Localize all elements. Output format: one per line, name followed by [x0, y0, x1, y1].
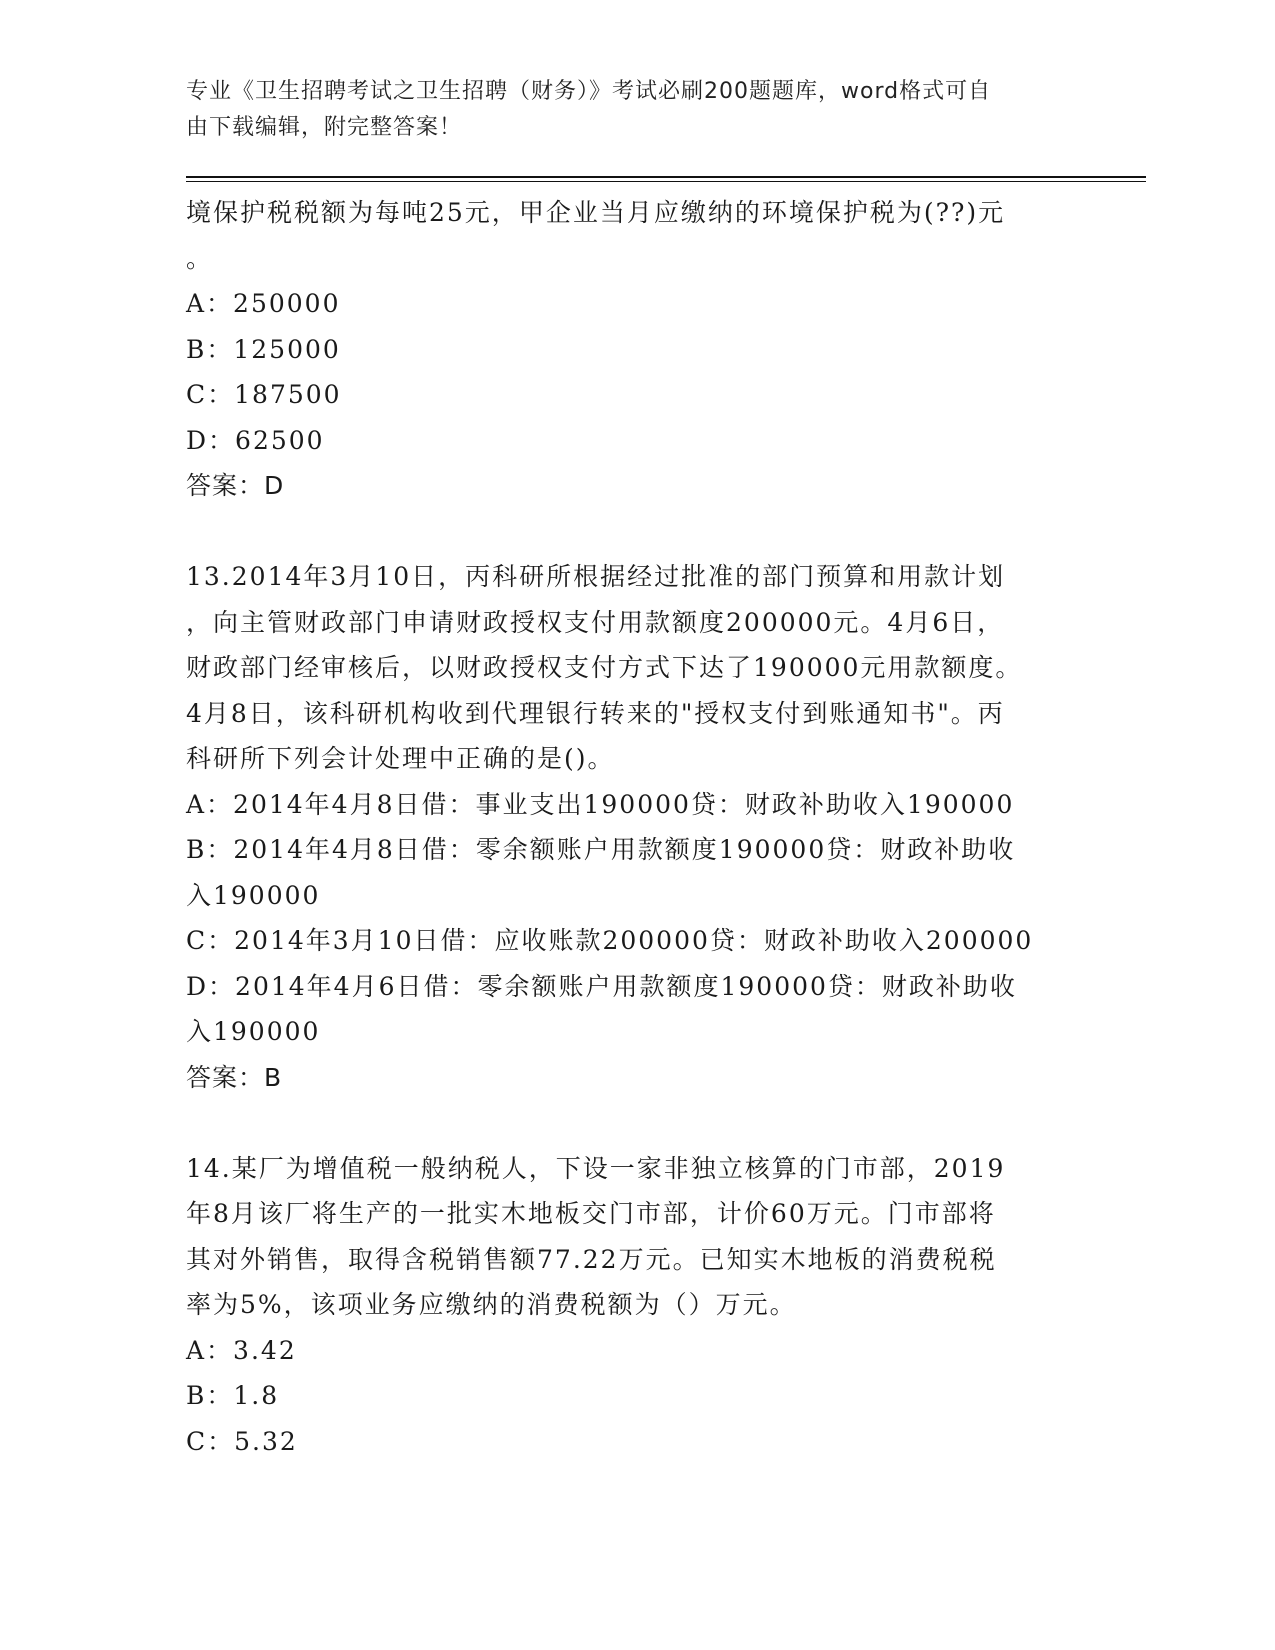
header-rule-thick — [186, 176, 1146, 178]
document-header — [186, 74, 1086, 146]
question-stem-line: 4月8日，该科研机构收到代理银行转来的"授权支付到账通知书"。丙 — [186, 698, 1005, 728]
option-b: B：125000 — [186, 334, 341, 364]
question-stem-line: ，向主管财政部门申请财政授权支付用款额度200000元。4月6日， — [186, 607, 1005, 637]
question-stem-line: 其对外销售，取得含税销售额77.22万元。已知实木地板的消费税税 — [186, 1244, 997, 1274]
option-d: D：2014年4月6日借：零余额账户用款额度190000贷：财政补助收 — [186, 971, 1017, 1001]
answer-line: 答案：D — [186, 471, 285, 500]
question-stem-line: 14.某厂为增值税一般纳税人，下设一家非独立核算的门市部，2019 — [186, 1153, 1006, 1183]
option-b: B：1.8 — [186, 1381, 280, 1410]
spacer — [186, 509, 1086, 555]
option-b-continued: 入190000 — [186, 880, 321, 910]
option-a: A：2014年4月8日借：事业支出190000贷：财政补助收入190000 — [186, 789, 1015, 819]
option-c: C：2014年3月10日借：应收账款200000贷：财政补助收入200000 — [186, 926, 1034, 955]
option-d-continued: 入190000 — [186, 1017, 321, 1046]
spacer — [186, 1100, 1086, 1146]
option-c: C：5.32 — [186, 1426, 298, 1456]
question-stem-line: 财政部门经审核后，以财政授权支付方式下达了190000元用款额度。 — [186, 653, 1023, 682]
header-title-line-1: 专业《卫生招聘考试之卫生招聘（财务）》考试必刷200题题库，word格式可自 — [186, 79, 992, 104]
question-stem-line: 科研所下列会计处理中正确的是()。 — [186, 744, 615, 773]
question-13 — [186, 554, 1086, 1100]
question-stem-line: 境保护税税额为每吨25元，甲企业当月应缴纳的环境保护税为(??)元 — [186, 198, 1006, 227]
question-stem-line: 13.2014年3月10日，丙科研所根据经过批准的部门预算和用款计划 — [186, 562, 1006, 591]
option-b: B：2014年4月8日借：零余额账户用款额度190000贷：财政补助收 — [186, 835, 1016, 864]
option-a: A：3.42 — [186, 1335, 297, 1365]
option-d: D：62500 — [186, 425, 325, 455]
header-rule-thin — [186, 181, 1146, 182]
option-a: A：250000 — [186, 289, 341, 318]
option-c: C：187500 — [186, 380, 342, 409]
question-stem-line: 率为5%，该项业务应缴纳的消费税额为（）万元。 — [186, 1290, 797, 1319]
answer-line: 答案：B — [186, 1062, 283, 1092]
question-stem-line: 年8月该厂将生产的一批实木地板交门市部，计价60万元。门市部将 — [186, 1199, 996, 1228]
question-12 — [186, 190, 1086, 509]
document-body — [186, 190, 1086, 1464]
question-14 — [186, 1146, 1086, 1465]
header-title-line-2: 由下载编辑，附完整答案！ — [186, 115, 463, 140]
question-stem-line: 。 — [186, 243, 214, 273]
